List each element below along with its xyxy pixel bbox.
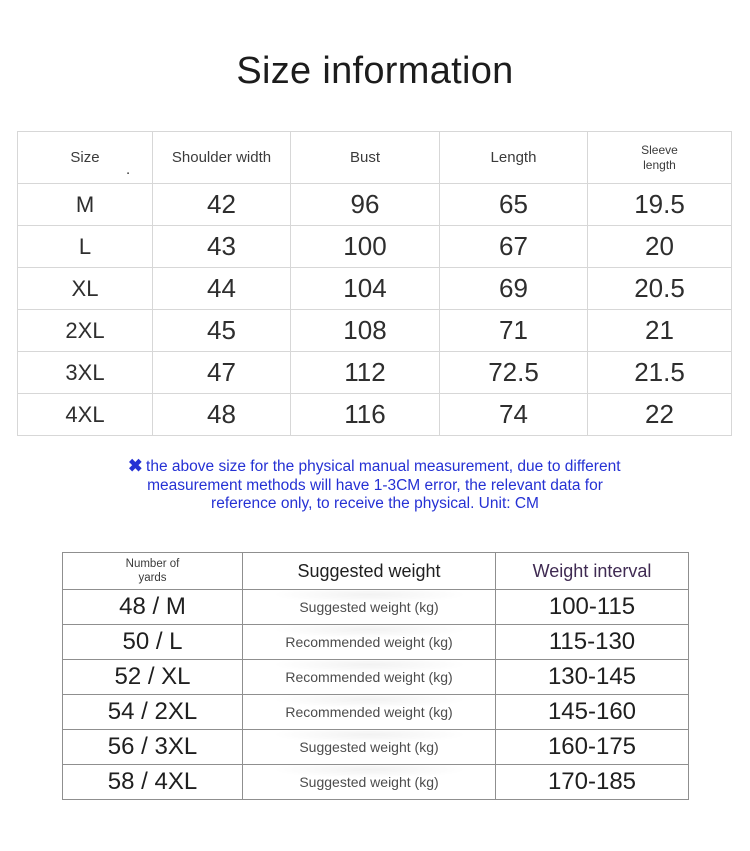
table-row [63, 695, 689, 730]
cell-weight-interval: 115-130 [496, 625, 689, 660]
cell-size: XL [18, 268, 153, 310]
note-line [75, 458, 675, 477]
table-row [18, 310, 732, 352]
size-note [75, 458, 675, 514]
weight-table [62, 552, 689, 800]
suggested-weight-col-header: Suggested weight [243, 553, 496, 590]
table-row [18, 184, 732, 226]
cell-yards: 48 / M [63, 590, 243, 625]
table-row [63, 590, 689, 625]
cell-length: 74 [440, 394, 588, 436]
cell-bust: 104 [291, 268, 440, 310]
length-col-header: Length [440, 132, 588, 184]
cell-length: 72.5 [440, 352, 588, 394]
note-text: the above size for the physical manual measurement, due to different [146, 458, 621, 475]
cell-size: L [18, 226, 153, 268]
cell-sleeve: 20.5 [588, 268, 732, 310]
cell-size: 3XL [18, 352, 153, 394]
cell-yards: 56 / 3XL [63, 730, 243, 765]
cell-weight-note: Recommended weight (kg) [243, 695, 496, 730]
cell-weight-interval: 130-145 [496, 660, 689, 695]
table-row [18, 394, 732, 436]
cell-length: 67 [440, 226, 588, 268]
cell-sleeve: 21 [588, 310, 732, 352]
cell-sleeve: 20 [588, 226, 732, 268]
shoulder-width-col-header: Shoulder width [153, 132, 291, 184]
weight-interval-col-header: Weight interval [496, 553, 689, 590]
cell-shoulder: 44 [153, 268, 291, 310]
cell-shoulder: 47 [153, 352, 291, 394]
cell-bust: 96 [291, 184, 440, 226]
cell-sleeve: 21.5 [588, 352, 732, 394]
cell-bust: 112 [291, 352, 440, 394]
size-col-header: Size [18, 132, 153, 184]
cell-yards: 54 / 2XL [63, 695, 243, 730]
note-line: reference only, to receive the physical. Unit: CM [211, 495, 539, 512]
sleeve-length-col-header [588, 132, 732, 184]
bust-col-header: Bust [291, 132, 440, 184]
cell-weight-interval: 100-115 [496, 590, 689, 625]
cell-bust: 116 [291, 394, 440, 436]
table-row [18, 226, 732, 268]
weight-table-header-row [63, 553, 689, 590]
cell-yards: 50 / L [63, 625, 243, 660]
page-title: Size information [236, 50, 514, 92]
table-row [63, 730, 689, 765]
cell-weight-interval: 160-175 [496, 730, 689, 765]
size-table-header-row [18, 132, 732, 184]
cell-weight-interval: 170-185 [496, 765, 689, 800]
table-row [18, 268, 732, 310]
stray-dot: . [126, 161, 131, 178]
cell-shoulder: 48 [153, 394, 291, 436]
cell-length: 71 [440, 310, 588, 352]
cell-weight-note: Recommended weight (kg) [243, 625, 496, 660]
note-line: measurement methods will have 1-3CM error, the relevant data for [147, 476, 603, 494]
cell-weight-note: Suggested weight (kg) [243, 765, 496, 800]
cell-weight-interval: 145-160 [496, 695, 689, 730]
number-of-yards-col-header [63, 553, 243, 590]
cell-shoulder: 43 [153, 226, 291, 268]
cell-weight-note: Suggested weight (kg) [243, 730, 496, 765]
cell-weight-note: Recommended weight (kg) [243, 660, 496, 695]
cell-yards: 52 / XL [63, 660, 243, 695]
table-row [63, 625, 689, 660]
cell-length: 65 [440, 184, 588, 226]
table-row [63, 660, 689, 695]
cell-size: M [18, 184, 153, 226]
cell-shoulder: 45 [153, 310, 291, 352]
cell-bust: 108 [291, 310, 440, 352]
cell-sleeve: 19.5 [588, 184, 732, 226]
number-of-yards-label: Number of yards [125, 558, 180, 584]
size-table [17, 131, 732, 436]
table-row [18, 352, 732, 394]
cell-size: 4XL [18, 394, 153, 436]
sleeve-length-label: Sleeve length [641, 142, 678, 172]
table-row [63, 765, 689, 800]
cell-bust: 100 [291, 226, 440, 268]
cell-length: 69 [440, 268, 588, 310]
cell-yards: 58 / 4XL [63, 765, 243, 800]
x-mark-icon: ✖ [128, 456, 143, 477]
cell-size: 2XL [18, 310, 153, 352]
cell-sleeve: 22 [588, 394, 732, 436]
cell-shoulder: 42 [153, 184, 291, 226]
cell-weight-note: Suggested weight (kg) [243, 590, 496, 625]
